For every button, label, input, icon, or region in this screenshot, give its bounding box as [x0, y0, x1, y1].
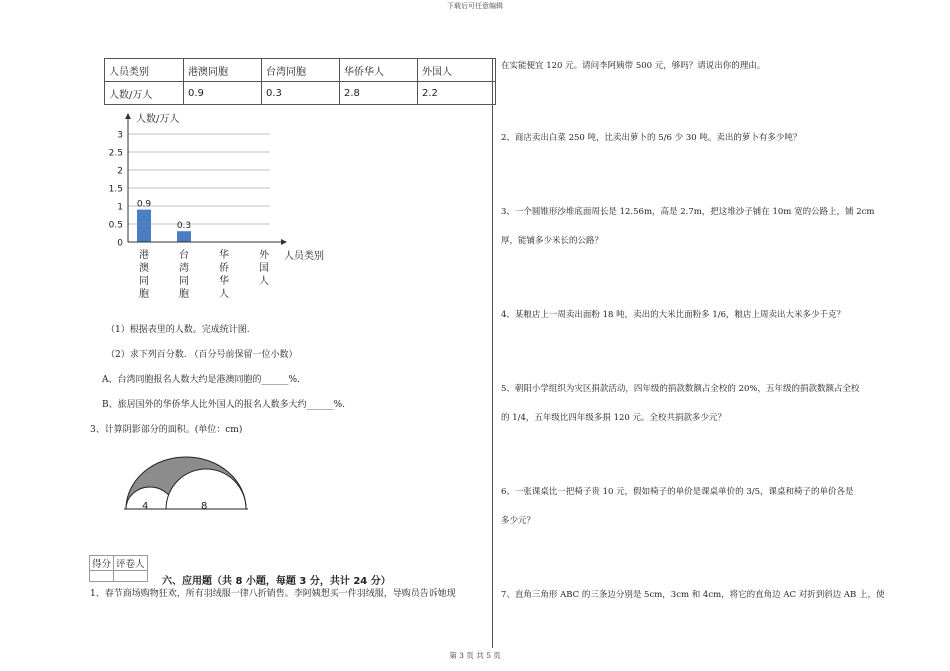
- app-question-1: 1、春节商场购物狂欢，所有羽绒服一律八折销售。李阿姨想买一件羽绒服，导购员告诉她现: [90, 589, 456, 599]
- question-2: （2）求下列百分数. （百分号前保留一位小数）: [106, 350, 298, 360]
- bar-data-label: 0.3: [176, 221, 192, 232]
- bar: [137, 210, 151, 242]
- x-tick-label: 港澳同胞: [139, 250, 149, 300]
- y-tick-label: 3: [117, 130, 123, 141]
- bar-data-label: 0.9: [136, 199, 152, 210]
- column-divider: [492, 58, 493, 648]
- y-tick-label: 0.5: [108, 220, 123, 231]
- x-tick-label: 外国人: [259, 250, 269, 287]
- table-header-cell: 华侨华人: [340, 59, 418, 82]
- y-tick-label: 2: [117, 166, 123, 177]
- table-row-label: 人数/万人: [105, 82, 184, 105]
- table-header-row: [105, 59, 496, 82]
- header-note: 下载后可任意编辑: [447, 2, 503, 10]
- table-row: [105, 82, 496, 105]
- grader-field: [114, 571, 148, 582]
- y-tick-label: 1: [117, 202, 123, 213]
- table-cell: 2.8: [340, 82, 418, 105]
- right-question-6-cont: 多少元？: [501, 516, 536, 526]
- right-question-3-cont: 厚，能铺多少米长的公路？: [501, 236, 604, 246]
- right-question-5-cont: 的 1/4，五年级比四年级多捐 120 元。全校共捐款多少元？: [501, 413, 727, 423]
- table-cell: 0.3: [262, 82, 340, 105]
- right-question-2: 2、商店卖出白菜 250 吨，比卖出萝卜的 5/6 少 30 吨。卖出的萝卜有多少吨？: [501, 133, 802, 143]
- question-3: 3、计算阴影部分的面积。(单位：cm): [90, 425, 243, 435]
- question-1: （1）根据表里的人数。完成统计图.: [106, 325, 250, 335]
- table-header-cell: 港澳同胞: [184, 59, 262, 82]
- score-label: 得分: [90, 556, 114, 571]
- question-2a: A、台湾同胞报名人数大约是港澳同胞的______%.: [102, 375, 300, 385]
- question-2b: B、旅居国外的华侨华人比外国人的报名人数多大约______%.: [102, 400, 346, 410]
- table-header-cell: 台湾同胞: [262, 59, 340, 82]
- table-cell: 2.2: [418, 82, 496, 105]
- grader-label: 评卷人: [114, 556, 148, 571]
- shaded-area-figure: [120, 448, 250, 518]
- x-tick-label: 台湾同胞: [179, 250, 189, 300]
- score-box: [89, 555, 148, 582]
- bar: [177, 231, 191, 242]
- y-tick-label: 2.5: [108, 148, 123, 159]
- right-question-5: 5、朝阳小学组织为灾区捐款活动，四年级的捐款数额占全校的 20%，五年级的捐款数额占全校: [501, 384, 860, 394]
- table-header-cell: 外国人: [418, 59, 496, 82]
- y-axis-label: 人数/万人: [136, 114, 180, 125]
- score-field: [90, 571, 114, 582]
- dimension-large: 8: [201, 501, 208, 512]
- table-cell: 0.9: [184, 82, 262, 105]
- x-tick-label: 华侨华人: [219, 250, 229, 300]
- table-header-cell: 人员类别: [105, 59, 184, 82]
- right-question-3: 3、一个圆锥形沙堆底面周长是 12.56m，高是 2.7m，把这堆沙子铺在 10m 宽的公路上，铺 2cm: [501, 207, 875, 217]
- right-text-1: 在实能便宜 120 元。请问李阿姨带 500 元，够吗？请说出你的理由。: [501, 61, 766, 71]
- x-axis-label: 人员类别: [284, 251, 324, 262]
- right-question-4: 4、某粮店上一周卖出面粉 18 吨，卖出的大米比面粉多 1/6，粮店上周卖出大米多少千克？: [501, 310, 846, 320]
- dimension-small: 4: [142, 501, 149, 512]
- y-tick-label: 1.5: [108, 184, 123, 195]
- bar-chart: [100, 108, 340, 303]
- right-question-7: 7、直角三角形 ABC 的三条边分别是 5cm，3cm 和 4cm，将它的直角边 AC 对折到斜边 AB 上，使: [501, 590, 885, 600]
- right-question-6: 6、一张课桌比一把椅子贵 10 元，假如椅子的单价是课桌单价的 3/5，课桌和椅子的单价各是: [501, 487, 854, 497]
- section-title: 六、应用题（共 8 小题，每题 3 分，共计 24 分）: [162, 576, 391, 587]
- y-tick-label: 0: [117, 238, 123, 249]
- statistics-table: [104, 58, 496, 105]
- page-footer: 第 3 页 共 5 页: [449, 651, 501, 660]
